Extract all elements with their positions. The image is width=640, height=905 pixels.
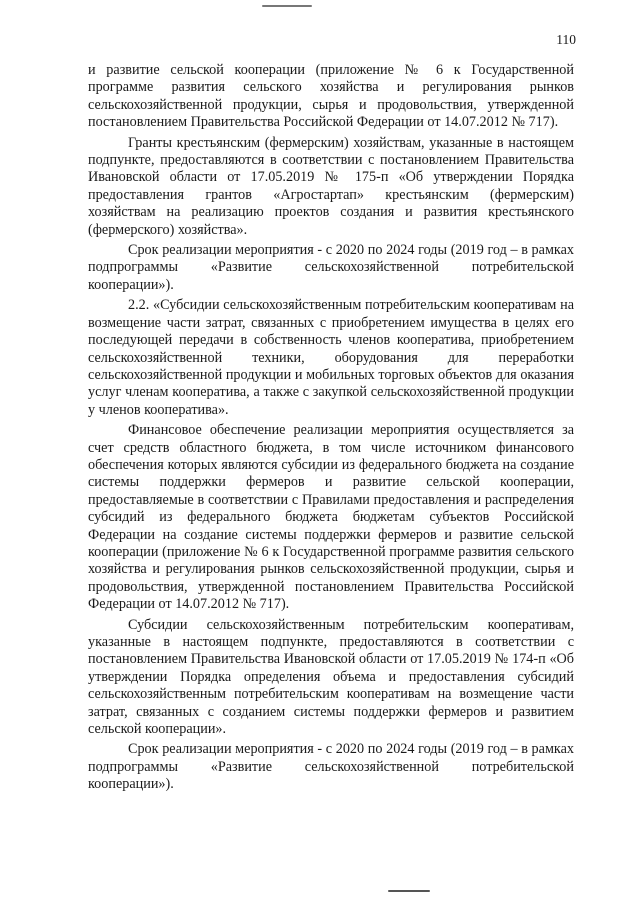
paragraph-implementation-period: Срок реализации мероприятия - с 2020 по 2024 годы (2019 год – в рамках подпрограммы «Развитие сельскохозяйственной потребительской кооперации»). <box>88 242 574 293</box>
scan-mark-top <box>262 5 312 7</box>
scan-mark-bottom <box>388 890 430 892</box>
page-number: 110 <box>556 32 576 47</box>
paragraph-financing: Финансовое обеспечение реализации мероприятия осуществляется за счет средств областного бюджета, в том числе источником финансового обеспечения которых являются субсидии из федерального бюджета на создание системы поддержки фермеров и развитие сельской кооперации, предоставляемые в соответствии с Правилами предоставления и распределения субсидий из федерального бюджета бюджетам субъектов Российской Федерации на создание системы поддержки фермеров и развитие сельской кооперации (приложение № 6 к Государственной программе развития сельского хозяйства и регулирования рынков сельскохозяйственной продукции, сырья и продовольствия, утвержденной постановлением Правительства Российской Федерации от 14.07.2012 № 717). <box>88 422 574 613</box>
paragraph-cooperation-continuation: и развитие сельской кооперации (приложение № 6 к Государственной программе развития сельского хозяйства и регулирования рынков сельскохозяйственной продукции, сырья и продовольствия, утвержденной постановлением Правительства Российской Федерации от 14.07.2012 № 717). <box>88 62 574 131</box>
paragraph-implementation-period-2: Срок реализации мероприятия - с 2020 по 2024 годы (2019 год – в рамках подпрограммы «Развитие сельскохозяйственной потребительской кооперации»). <box>88 741 574 793</box>
paragraph-cooperative-subsidies: Субсидии сельскохозяйственным потребительским кооперативам, указанные в настоящем подпункте, предоставляются в соответствии с постановлением Правительства Ивановской области от 17.05.2019 № 174-п «Об утверждении Порядка определения объема и предоставления субсидий сельскохозяйственным потребительским кооперативам на возмещение части затрат, связанных с созданием системы поддержки фермеров и развитием сельской кооперации». <box>88 616 574 738</box>
document-body <box>88 62 574 794</box>
paragraph-item-2-2: 2.2. «Субсидии сельскохозяйственным потребительским кооперативам на возмещение части затрат, связанных с приобретением имущества в целях его последующей передачи в собственность членов кооператива, приобретением сельскохозяйственной техники, оборудования для переработки сельскохозяйственной продукции и мобильных торговых объектов для оказания услуг членам кооператива, а также с закупкой сельскохозяйственной продукции у членов кооператива». <box>88 297 574 418</box>
paragraph-grants-farmers: Гранты крестьянским (фермерским) хозяйствам, указанные в настоящем подпункте, предоставляются в соответствии с постановлением Правительства Ивановской области от 17.05.2019 № 175-п «Об утверждении Порядка предоставления грантов «Агростартап» крестьянским (фермерским) хозяйствам на реализацию проектов создания и развития крестьянского (фермерского) хозяйства». <box>88 134 574 238</box>
